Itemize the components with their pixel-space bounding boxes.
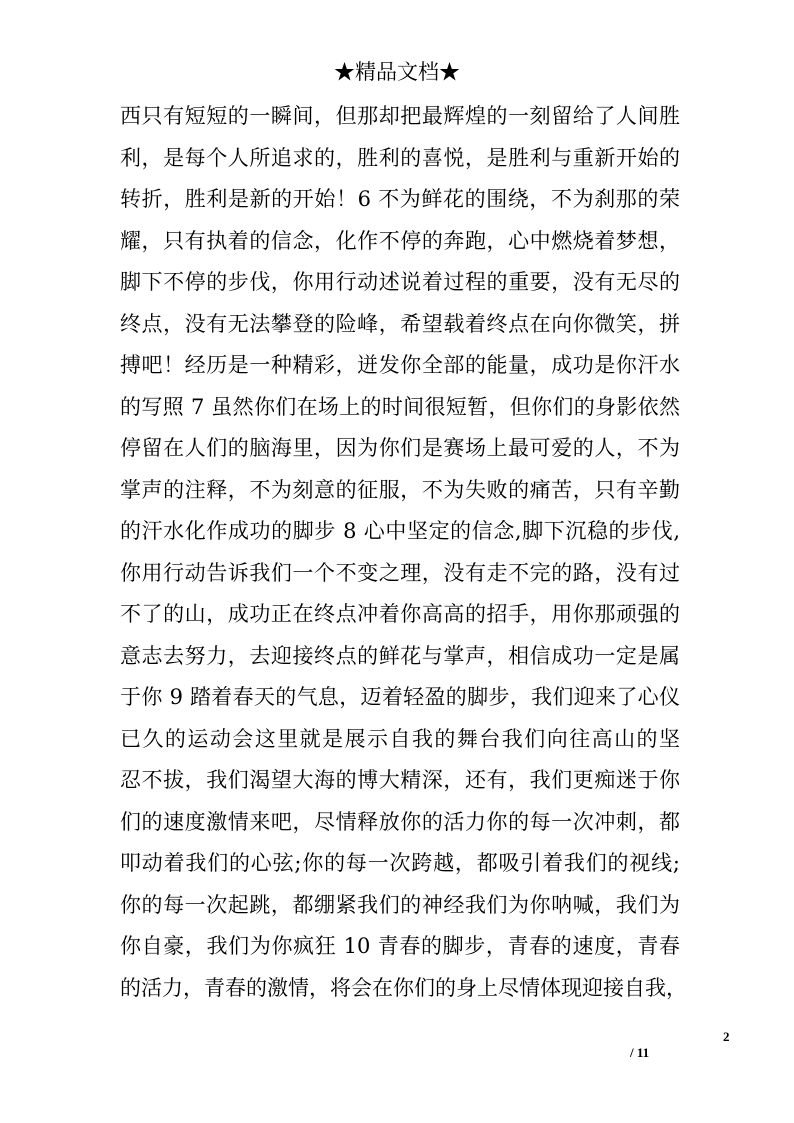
body-line: 掌声的注释，不为刻意的征服，不为失败的痛苦，只有辛勤 bbox=[120, 477, 680, 502]
document-header: ★精品文档★ bbox=[334, 60, 460, 84]
body-line: 搏吧！经历是一种精彩，迸发你全部的能量，成功是你汗水 bbox=[120, 353, 680, 377]
body-line: 不了的山，成功正在终点冲着你高高的招手，用你那顽强的 bbox=[120, 602, 680, 626]
body-line: 利，是每个人所追求的，胜利的喜悦，是胜利与重新开始的 bbox=[120, 145, 680, 170]
body-line: 转折，胜利是新的开始！6 不为鲜花的围绕，不为刹那的荣 bbox=[120, 187, 680, 211]
page-total: / 11 bbox=[630, 1045, 650, 1060]
page-number: 2 bbox=[723, 1029, 730, 1044]
body-line: 意志去努力，去迎接终点的鲜花与掌声，相信成功一定是属 bbox=[120, 643, 680, 668]
body-line: 们的速度激情来吧，尽情释放你的活力你的每一次冲刺，都 bbox=[120, 809, 680, 834]
body-line: 你用行动告诉我们一个不变之理，没有走不完的路，没有过 bbox=[120, 560, 680, 585]
document-body bbox=[120, 96, 687, 1009]
body-line: 的汗水化作成功的脚步 8 心中坚定的信念,脚下沉稳的步伐, bbox=[120, 519, 680, 543]
body-line: 你自豪，我们为你疯狂 10 青春的脚步，青春的速度，青春 bbox=[120, 934, 680, 958]
body-line: 你的每一次起跳，都绷紧我们的神经我们为你呐喊，我们为 bbox=[120, 892, 680, 917]
body-line: 叩动着我们的心弦;你的每一次跨越，都吸引着我们的视线; bbox=[120, 851, 680, 875]
body-line: 的活力，青春的激情，将会在你们的身上尽情体现迎接自我， bbox=[120, 975, 687, 1000]
body-line: 耀，只有执着的信念，化作不停的奔跑，心中燃烧着梦想， bbox=[120, 228, 680, 253]
body-line: 脚下不停的步伐，你用行动述说着过程的重要，没有无尽的 bbox=[120, 270, 680, 294]
body-line: 停留在人们的脑海里，因为你们是赛场上最可爱的人，不为 bbox=[120, 436, 680, 460]
body-line: 的写照 7 虽然你们在场上的时间很短暂，但你们的身影依然 bbox=[120, 394, 680, 419]
body-line: 已久的运动会这里就是展示自我的舞台我们向往高山的坚 bbox=[120, 726, 680, 751]
body-line: 终点，没有无法攀登的险峰，希望载着终点在向你微笑，拼 bbox=[120, 311, 680, 336]
body-line: 于你 9 踏着春天的气息，迈着轻盈的脚步，我们迎来了心仪 bbox=[120, 685, 680, 709]
body-line: 西只有短短的一瞬间，但那却把最辉煌的一刻留给了人间胜 bbox=[120, 104, 680, 128]
body-line: 忍不拔，我们渴望大海的博大精深，还有，我们更痴迷于你 bbox=[120, 768, 680, 792]
